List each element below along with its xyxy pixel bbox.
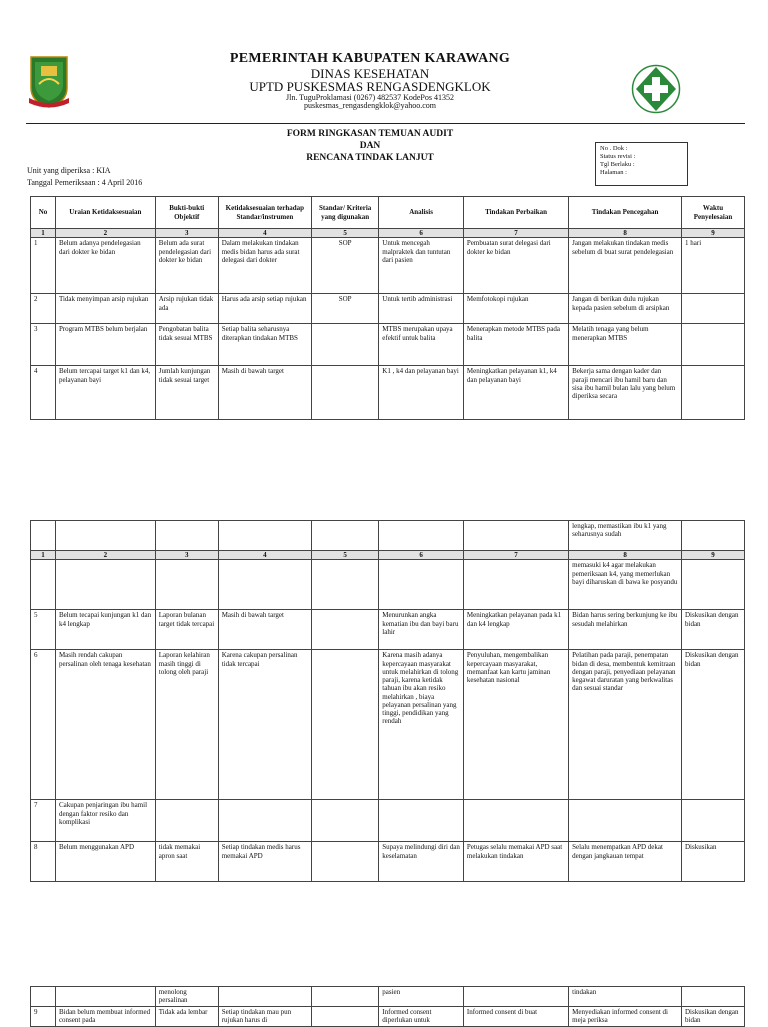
cell-bukti: Pengobatan balita tidak sesuai MTBS: [155, 324, 218, 366]
cell-perbaikan: [463, 521, 568, 551]
cell-analisis: pasien: [379, 987, 464, 1007]
cell-ketidaksesuaian: [218, 987, 311, 1007]
cell-perbaikan: Meningkatkan pelayanan pada k1 dan k4 lengkap: [463, 610, 568, 650]
cell-no: [31, 521, 56, 551]
cell-waktu: Diskusikan dengan bidan: [682, 650, 745, 800]
table-row: [31, 366, 745, 420]
cell-perbaikan: Memfotokopi rujukan: [463, 294, 568, 324]
column-number: 3: [155, 229, 218, 238]
page-number: Halaman :: [600, 169, 627, 177]
column-number: 6: [379, 229, 464, 238]
cell-uraian: Masih rendah cakupan persalinan oleh tenaga kesehatan: [55, 650, 155, 800]
cell-perbaikan: Penyuluhan, mengembalikan kepercayaan masyarakat, memanfaat kan kartu jaminan kesehatan nasional: [463, 650, 568, 800]
cell-ketidaksesuaian: Masih di bawah target: [218, 366, 311, 420]
cell-pencegahan: Melatih tenaga yang belum menerapkan MTBS: [569, 324, 682, 366]
cell-analisis: MTBS merupakan upaya efektif untuk balita: [379, 324, 464, 366]
cell-uraian: [55, 987, 155, 1007]
cell-ketidaksesuaian: Karena cakupan persalinan tidak tercapai: [218, 650, 311, 800]
cell-uraian: [55, 521, 155, 551]
cell-no: 8: [31, 842, 56, 882]
header-bukti: Bukti-bukti Objektif: [155, 197, 218, 229]
cell-pencegahan: lengkap, memastikan ibu k1 yang seharusnya sudah: [569, 521, 682, 551]
column-number: 3: [155, 551, 218, 560]
header-standar: Standar/ Kriteria yang digunakan: [312, 197, 379, 229]
cell-perbaikan: Informed consent di buat: [463, 1007, 568, 1027]
cell-waktu: [682, 521, 745, 551]
effective-date: Tgl Berlaku :: [600, 161, 635, 169]
cell-standar: [312, 650, 379, 800]
table-row: [31, 294, 745, 324]
cell-standar: [312, 610, 379, 650]
cell-bukti: Laporan kelahiran masih tinggi di tolong oleh paraji: [155, 650, 218, 800]
cell-uraian: Program MTBS belum berjalan: [55, 324, 155, 366]
cell-waktu: Diskusikan dengan bidan: [682, 1007, 745, 1027]
cell-no: 2: [31, 294, 56, 324]
letterhead-text: [160, 52, 580, 111]
cell-standar: SOP: [312, 294, 379, 324]
cell-waktu: 1 hari: [682, 238, 745, 294]
table-row: [31, 800, 745, 842]
cell-uraian: Belum menggunakan APD: [55, 842, 155, 882]
table-row: [31, 987, 745, 1007]
cell-bukti: [155, 560, 218, 610]
cell-uraian: Cakupan penjaringan ibu hamil dengan faktor resiko dan komplikasi: [55, 800, 155, 842]
cell-no: 6: [31, 650, 56, 800]
cell-standar: [312, 800, 379, 842]
government-name: PEMERINTAH KABUPATEN KARAWANG: [229, 51, 511, 66]
cell-pencegahan: Jangan melakukan tindakan medis sebelum di buat surat pendelegasian: [569, 238, 682, 294]
cell-analisis: Untuk mencegah malpraktek dan tuntutan dari pasien: [379, 238, 464, 294]
form-title: [220, 129, 520, 165]
cell-waktu: [682, 560, 745, 610]
header-analisis: Analisis: [379, 197, 464, 229]
audit-date: Tanggal Pemeriksaan : 4 April 2016: [27, 178, 143, 187]
cell-perbaikan: Petugas selalu memakai APD saat melakukan tindakan: [463, 842, 568, 882]
audit-findings-table: [30, 196, 745, 420]
cell-ketidaksesuaian: Harus ada arsip setiap rujukan: [218, 294, 311, 324]
cell-uraian: Belum adanya pendelegasian dari dokter ke bidan: [55, 238, 155, 294]
cell-waktu: [682, 324, 745, 366]
header-divider: [26, 123, 745, 124]
cell-bukti: [155, 800, 218, 842]
cell-bukti: [155, 521, 218, 551]
header-ketidaksesuaian: Ketidaksesuaian terhadap Standar/instrumen: [218, 197, 311, 229]
cell-pencegahan: Pelatihan pada paraji, penempatan bidan di desa, membentuk kemitraan dengan paraji, penyediaan pelayanan kegawat daruratan yang berkwalitas dan sesuai standar: [569, 650, 682, 800]
cell-pencegahan: [569, 800, 682, 842]
cell-waktu: Diskusikan dengan bidan: [682, 610, 745, 650]
cell-pencegahan: Bekerja sama dengan kader dan paraji mencari ibu hamil baru dan sisa ibu hamil bulan lalu yang belum diperiksa secara: [569, 366, 682, 420]
cell-standar: [312, 560, 379, 610]
department-name: DINAS KESEHATAN: [310, 65, 430, 81]
cell-bukti: Arsip rujukan tidak ada: [155, 294, 218, 324]
table-row: [31, 238, 745, 294]
table-row: [31, 842, 745, 882]
column-number: 8: [569, 551, 682, 560]
email: puskesmas_rengasdengklok@yahoo.com: [303, 101, 436, 111]
cell-uraian: Belum tecapai kunjungan k1 dan k4 lengkap: [55, 610, 155, 650]
cell-analisis: Karena masih adanya kepercayaan masyarakat untuk melahirkan di tolong paraji, karena ketidak tahuan ibu akan resiko melahirkan , biaya pelayanan persalinan yang tinggi, pendidikan yang rendah: [379, 650, 464, 800]
cell-waktu: [682, 294, 745, 324]
column-number-row: [31, 229, 745, 238]
audited-unit: Unit yang diperiksa : KIA: [27, 166, 111, 175]
cell-pencegahan: Menyediakan informed consent di meja periksa: [569, 1007, 682, 1027]
cell-analisis: Supaya melindungi diri dan keselamatan: [379, 842, 464, 882]
document-info-box: [595, 142, 688, 186]
cell-standar: [312, 366, 379, 420]
column-number: 1: [31, 551, 56, 560]
cell-analisis: K1 , k4 dan pelayanan bayi: [379, 366, 464, 420]
karawang-emblem-icon: [27, 54, 71, 108]
cell-ketidaksesuaian: Setiap tindakan medis harus memakai APD: [218, 842, 311, 882]
column-number: 6: [379, 551, 464, 560]
cell-analisis: [379, 560, 464, 610]
letterhead: [0, 50, 768, 126]
revision-status: Status revisi :: [600, 153, 636, 161]
cell-perbaikan: [463, 800, 568, 842]
cell-analisis: Informed consent diperlukan untuk: [379, 1007, 464, 1027]
cell-analisis: Untuk tertib administrasi: [379, 294, 464, 324]
doc-number: No . Dok :: [600, 145, 628, 152]
cell-waktu: [682, 987, 745, 1007]
table-header-row: [31, 197, 745, 229]
cell-standar: [312, 842, 379, 882]
cell-uraian: Tidak menyimpan arsip rujukan: [55, 294, 155, 324]
cell-pencegahan: memasuki k4 agar melakukan pemeriksaan k4, yang memerlukan bayi diharuskan di bawa ke posyandu: [569, 560, 682, 610]
cell-standar: [312, 1007, 379, 1027]
cell-ketidaksesuaian: Setiap tindakan mau pun rujukan harus di: [218, 1007, 311, 1027]
cell-perbaikan: [463, 987, 568, 1007]
table-row: [31, 521, 745, 551]
cell-ketidaksesuaian: [218, 560, 311, 610]
header-perbaikan: Tindakan Perbaikan: [463, 197, 568, 229]
cell-bukti: menolong persalinan: [155, 987, 218, 1007]
cell-uraian: Belum tercapai target k1 dan k4, pelayanan bayi: [55, 366, 155, 420]
cell-no: 7: [31, 800, 56, 842]
cell-pencegahan: Selalu menempatkan APD dekat dengan jangkauan tempat: [569, 842, 682, 882]
cell-no: 3: [31, 324, 56, 366]
cell-ketidaksesuaian: [218, 800, 311, 842]
header-uraian: Uraian Ketidaksesuaian: [55, 197, 155, 229]
column-number: 7: [463, 229, 568, 238]
cell-pencegahan: Bidan harus sering berkunjung ke ibu sesudah melahirkan: [569, 610, 682, 650]
cell-bukti: Jumlah kunjungan tidak sesuai target: [155, 366, 218, 420]
header-pencegahan: Tindakan Pencegahan: [569, 197, 682, 229]
table-row: [31, 650, 745, 800]
table-row: [31, 610, 745, 650]
cell-standar: [312, 987, 379, 1007]
header-waktu: Waktu Penyelesaian: [682, 197, 745, 229]
cell-standar: SOP: [312, 238, 379, 294]
cell-waktu: Diskusikan: [682, 842, 745, 882]
cell-pencegahan: Jangan di berikan dulu rujukan kepada pasien sebelum di arsipkan: [569, 294, 682, 324]
cell-perbaikan: Meningkatkan pelayanan k1, k4 dan pelayanan bayi: [463, 366, 568, 420]
cell-ketidaksesuaian: [218, 521, 311, 551]
cell-uraian: [55, 560, 155, 610]
cell-uraian: Bidan belum membuat informed consent pada: [55, 1007, 155, 1027]
puskesmas-cross-logo-icon: [631, 64, 681, 114]
table-row: [31, 324, 745, 366]
cell-ketidaksesuaian: Masih di bawah target: [218, 610, 311, 650]
cell-ketidaksesuaian: Dalam melakukan tindakan medis bidan harus ada surat delegasi dari dokter: [218, 238, 311, 294]
audit-findings-table-continued: [30, 520, 745, 882]
table-row: [31, 560, 745, 610]
cell-analisis: [379, 800, 464, 842]
column-number: 4: [218, 551, 311, 560]
table-row: [31, 1007, 745, 1027]
form-title-line1: FORM RINGKASAN TEMUAN AUDIT: [286, 129, 454, 139]
cell-analisis: Menurunkan angka kematian ibu dan bayi baru lahir: [379, 610, 464, 650]
cell-perbaikan: Menerapkan metode MTBS pada balita: [463, 324, 568, 366]
cell-standar: [312, 521, 379, 551]
cell-no: [31, 560, 56, 610]
cell-perbaikan: Pembuatan surat delegasi dari dokter ke bidan: [463, 238, 568, 294]
column-number: 9: [682, 229, 745, 238]
column-number: 2: [55, 229, 155, 238]
cell-waktu: [682, 800, 745, 842]
cell-waktu: [682, 366, 745, 420]
cell-no: [31, 987, 56, 1007]
column-number: 5: [312, 229, 379, 238]
cell-no: 1: [31, 238, 56, 294]
cell-bukti: tidak memakai apron saat: [155, 842, 218, 882]
audit-findings-table-page3: [30, 986, 745, 1027]
unit-name: UPTD PUSKESMAS RENGASDENGKLOK: [249, 79, 491, 95]
header-no: No: [31, 197, 56, 229]
form-title-line3: RENCANA TINDAK LANJUT: [306, 152, 434, 163]
column-number: 9: [682, 551, 745, 560]
column-number-row: [31, 551, 745, 560]
cell-standar: [312, 324, 379, 366]
column-number: 5: [312, 551, 379, 560]
column-number: 4: [218, 229, 311, 238]
cell-analisis: [379, 521, 464, 551]
cell-bukti: Belum ada surat pendelegasian dari dokter ke bidan: [155, 238, 218, 294]
cell-bukti: Tidak ada lembar: [155, 1007, 218, 1027]
column-number: 1: [31, 229, 56, 238]
cell-no: 4: [31, 366, 56, 420]
address: Jln. TuguProklamasi (0267) 482537 KodePos 41352: [285, 92, 454, 102]
cell-ketidaksesuaian: Setiap balita seharusnya diterapkan tindakan MTBS: [218, 324, 311, 366]
column-number: 2: [55, 551, 155, 560]
cell-bukti: Laporan bulanan target tidak tercapai: [155, 610, 218, 650]
form-title-line2: DAN: [359, 140, 381, 151]
cell-no: 5: [31, 610, 56, 650]
cell-pencegahan: tindakan: [569, 987, 682, 1007]
column-number: 8: [569, 229, 682, 238]
cell-perbaikan: [463, 560, 568, 610]
column-number: 7: [463, 551, 568, 560]
cell-no: 9: [31, 1007, 56, 1027]
